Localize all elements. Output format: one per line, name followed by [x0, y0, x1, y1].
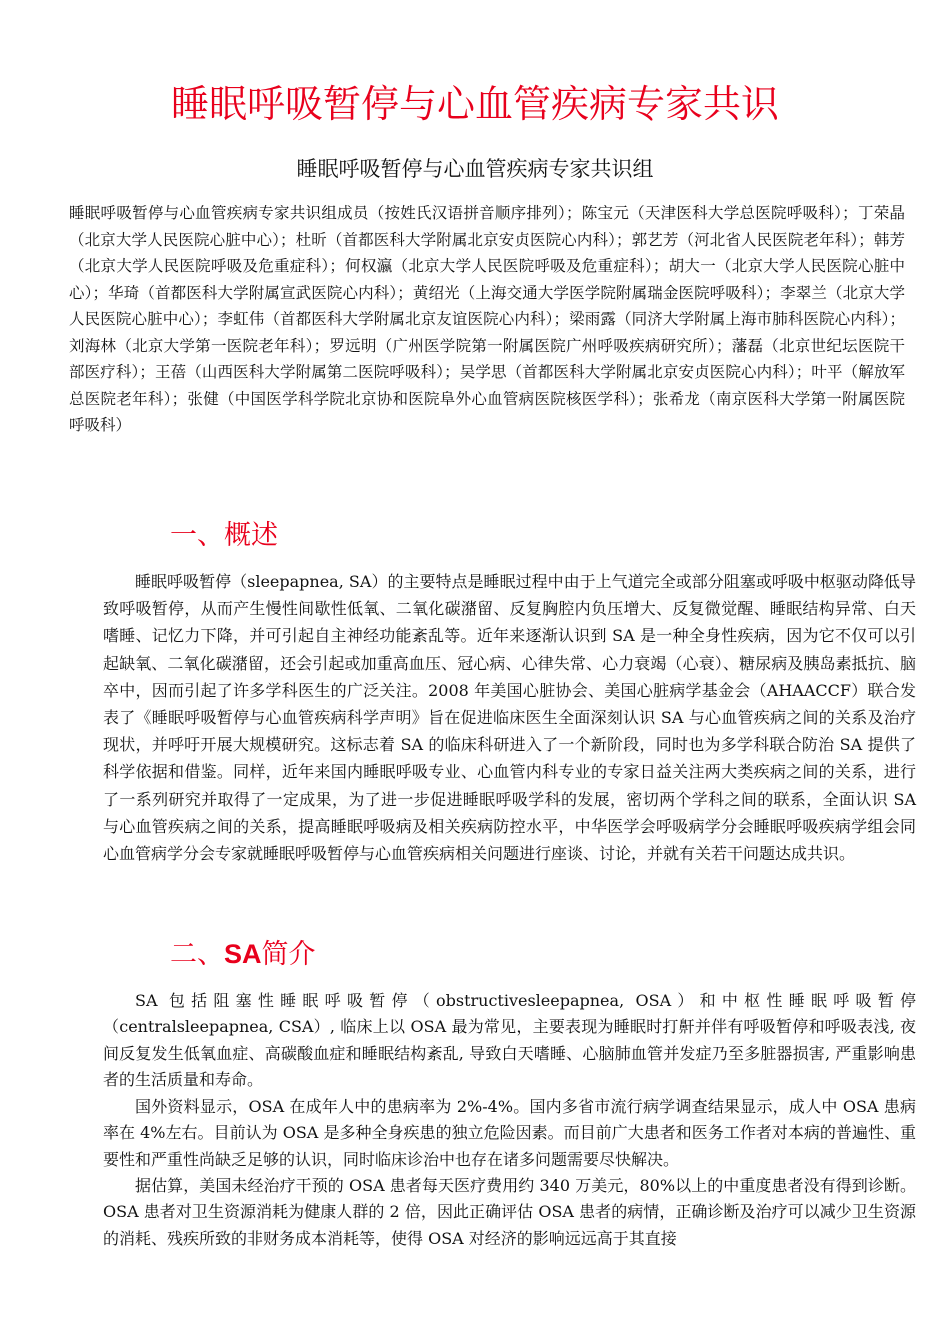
member-list: 睡眠呼吸暂停与心血管疾病专家共识组成员（按姓氏汉语拼音顺序排列）；陈宝元（天津医科大学总医院呼吸科）；丁荣晶（北京大学人民医院心脏中心）；杜昕（首都医科大学附属北京安贞医院心内科）；郭艺芳（河北省人民医院老年科）；韩芳（北京大学人民医院呼吸及危重症科）；何权瀛（北京大学人民医院呼吸及危重症科）；胡大一（北京大学人民医院心脏中心）；华琦（首都医科大学附属宣武医院心内科）；黄绍光（上海交通大学医学院附属瑞金医院呼吸科）；李翠兰（北京大学人民医院心脏中心）；李虹伟（首都医科大学附属北京友谊医院心内科）；梁雨露（同济大学附属上海市肺科医院心内科）；刘海林（北京大学第一医院老年科）；罗远明（广州医学院第一附属医院广州呼吸疾病研究所）；藩磊（北京世纪坛医院干部医疗科）；王蓓（山西医科大学附属第二医院呼吸科）；吴学思（首都医科大学附属北京安贞医院心内科）；叶平（解放军总医院老年科）；张健（中国医学科学院北京协和医院阜外心血管病医院核医学科）；张希龙（南京医科大学第一附属医院呼吸科） [69, 204, 905, 434]
section-heading-overview: 一、概述 [170, 520, 278, 551]
overview-paragraph: 睡眠呼吸暂停（sleepapnea, SA）的主要特点是睡眠过程中由于上气道完全或部分阻塞或呼吸中枢驱动降低导致呼吸暂停，从而产生慢性间歇性低氧、二氧化碳潴留、反复胸腔内负压增大、反复微觉醒、睡眠结构异常、白天嗜睡、记忆力下降，并可引起自主神经功能紊乱等。近年来逐渐认识到 SA 是一种全身性疾病，因为它不仅可以引起缺氧、二氧化碳潴留，还会引起或加重高血压、冠心病、心律失常、心力衰竭（心衰）、糖尿病及胰岛素抵抗、脑卒中，因而引起了许多学科医生的广泛关注。2008 年美国心脏协会、美国心脏病学基金会（AHAACCF）联合发表了《睡眠呼吸暂停与心血管疾病科学声明》旨在促进临床医生全面深刻认识 SA 与心血管疾病之间的关系及治疗现状，并呼吁开展大规模研究。这标志着 SA 的临床科研进入了一个新阶段，同时也为多学科联合防治 SA 提供了科学依据和借鉴。同样，近年来国内睡眠呼吸专业、心血管内科专业的专家日益关注两大类疾病之间的关系，进行了一系列研究并取得了一定成果，为了进一步促进睡眠呼吸学科的发展，密切两个学科之间的联系，全面认识 SA 与心血管疾病之间的关系，提高睡眠呼吸病及相关疾病防控水平，中华医学会呼吸病学分会睡眠呼吸疾病学组会同心血管病学分会专家就睡眠呼吸暂停与心血管疾病相关问题进行座谈、讨论，并就有关若干问题达成共识。 [103, 572, 916, 864]
sa-intro-paragraph-3: 据估算，美国未经治疗干预的 OSA 患者每天医疗费用约 340 万美元，80%以上的中重度患者没有得到诊断。OSA 患者对卫生资源消耗为健康人群的 2 倍，因此正确评估 OSA 患者的病情，正确诊断及治疗可以减少卫生资源的消耗、残疾所致的非财务成本消耗等，使得 OSA 对经济的影响远远高于其直接 [103, 1176, 916, 1248]
section-heading-sa-intro [170, 936, 316, 973]
sa-intro-paragraph-1: SA 包括阻塞性睡眠呼吸暂停（obstructivesleepapnea, OSA）和中枢性睡眠呼吸暂停（centralsleepapnea, CSA）, 临床上以 OSA 最为常见，主要表现为睡眠时打鼾并伴有呼吸暂停和呼吸表浅, 夜间反复发生低氧血症、高碳酸血症和睡眠结构紊乱, 导致白天嗜睡、心脑肺血管并发症乃至多脏器损害, 严重影响患者的生活质量和寿命。 [103, 991, 916, 1090]
heading-prefix: 二、 [170, 939, 224, 970]
document-title: 睡眠呼吸暂停与心血管疾病专家共识 [170, 82, 779, 126]
author-group: 睡眠呼吸暂停与心血管疾病专家共识组 [296, 157, 654, 181]
heading-suffix: 简介 [261, 939, 316, 970]
heading-latin: SA [224, 939, 262, 969]
sa-intro-paragraph-2: 国外资料显示，OSA 在成年人中的患病率为 2%-4%。国内多省市流行病学调查结果显示，成人中 OSA 患病率在 4%左右。目前认为 OSA 是多种全身疾患的独立危险因素。而目前广大患者和医务工作者对本病的普遍性、重要性和严重性尚缺乏足够的认识，同时临床诊治中也存在诸多问题需要尽快解决。 [103, 1097, 916, 1169]
